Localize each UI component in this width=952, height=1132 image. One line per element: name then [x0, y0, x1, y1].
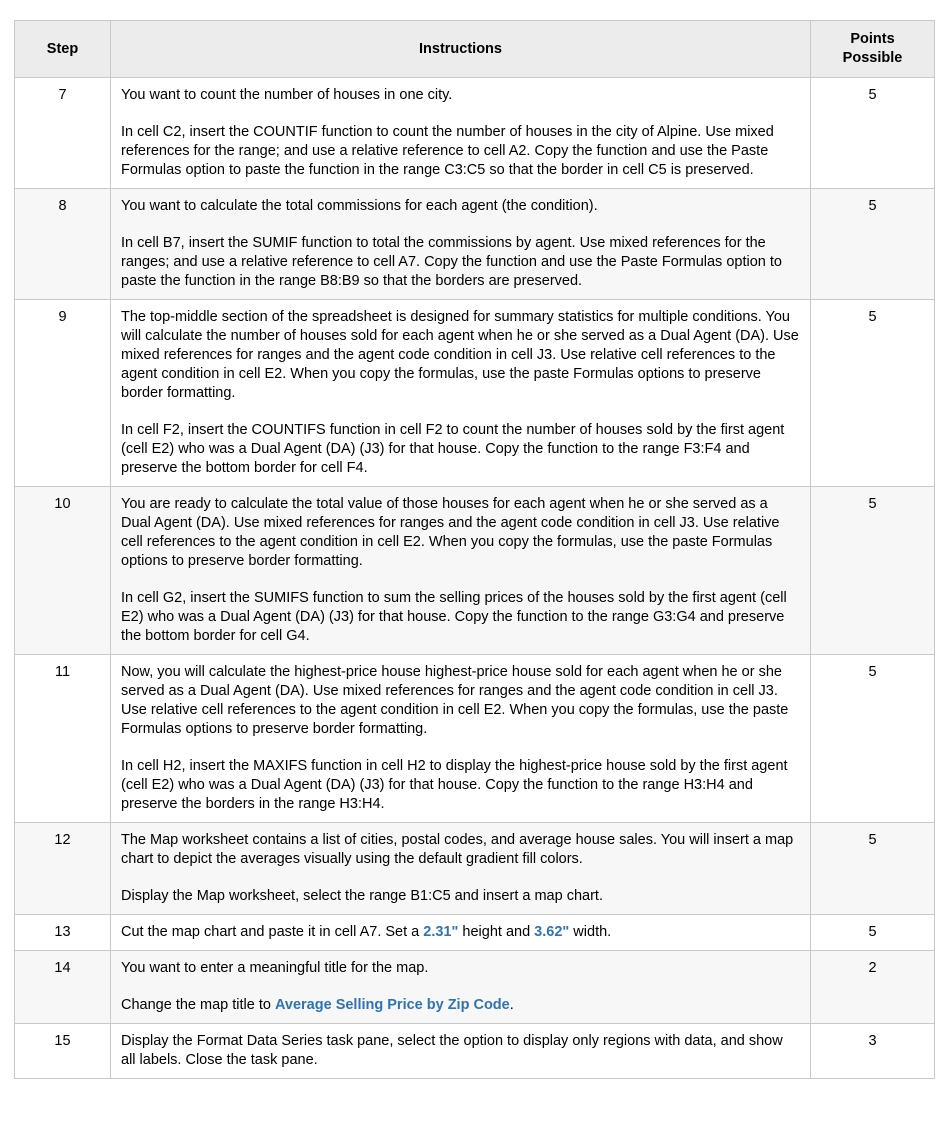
instruction-cell: [111, 915, 811, 951]
table-row: [15, 300, 935, 487]
instruction-text-part: Change the map title to: [121, 997, 275, 1013]
instruction-text: In cell H2, insert the MAXIFS function in cell H2 to display the highest-price house sold by the first agent (cell E2) who was a Dual Agent (DA) (J3) for that house. Copy the function to the range H3:H4 and preserve the borders in the range H3:H4.: [121, 758, 788, 812]
step-number: 14: [15, 951, 111, 1024]
points-header-line2: Possible: [842, 50, 903, 66]
instruction-text: [121, 996, 800, 1015]
instruction-cell: [111, 487, 811, 655]
instruction-text: The top-middle section of the spreadsheet is designed for summary statistics for multiple conditions. You will calculate the number of houses sold for each agent when he or she served as a Dual Agent (DA). Use mixed references for ranges and the agent code condition in cell J3. Use relative cell references to the agent condition in cell E2. When you copy the formulas, use the paste Formulas options to preserve border formatting.: [121, 309, 799, 401]
step-number: 11: [15, 655, 111, 823]
instruction-text-part: .: [509, 997, 514, 1013]
step-number: 10: [15, 487, 111, 655]
step-number: 9: [15, 300, 111, 487]
instruction-text: You want to enter a meaningful title for the map.: [121, 960, 429, 976]
points-value: 5: [811, 189, 935, 300]
points-value: 5: [811, 915, 935, 951]
instruction-text: The Map worksheet contains a list of cities, postal codes, and average house sales. You will insert a map chart to depict the averages visually using the default gradient fill colors.: [121, 832, 794, 867]
instruction-text-part: width.: [569, 924, 612, 940]
step-header: Step: [15, 21, 111, 78]
points-value: 5: [811, 487, 935, 655]
points-value: 3: [811, 1024, 935, 1079]
table-row: [15, 1024, 935, 1079]
instructions-table: [14, 20, 935, 1079]
instruction-text: In cell B7, insert the SUMIF function to total the commissions by agent. Use mixed references for the ranges; and use a relative reference to cell A7. Copy the function and use the Paste Formulas option to paste the function in the range B8:B9 so that the borders are preserved.: [121, 235, 782, 289]
points-value: 5: [811, 300, 935, 487]
instruction-cell: [111, 823, 811, 915]
table-row: [15, 915, 935, 951]
step-number: 13: [15, 915, 111, 951]
instruction-text: In cell C2, insert the COUNTIF function to count the number of houses in the city of Alpine. Use mixed references for the range; and use a relative reference to cell A2. Copy the function and use the Paste Formulas option to paste the function in the range C3:C5 so that the border in cell C5 is preserved.: [121, 124, 774, 178]
width-value: 3.62": [534, 924, 570, 940]
step-number: 15: [15, 1024, 111, 1079]
points-value: 5: [811, 823, 935, 915]
table-row: [15, 655, 935, 823]
points-value: 5: [811, 78, 935, 189]
points-header: [811, 21, 935, 78]
table-row: [15, 189, 935, 300]
instruction-cell: [111, 78, 811, 189]
instruction-text: In cell F2, insert the COUNTIFS function in cell F2 to count the number of houses sold by the first agent (cell E2) who was a Dual Agent (DA) (J3) for that house. Copy the function to the range F3:F4 and preserve the bottom border for cell F4.: [121, 422, 785, 476]
instruction-text-part: Cut the map chart and paste it in cell A7. Set a: [121, 924, 424, 940]
instruction-cell: [111, 951, 811, 1024]
instruction-cell: [111, 300, 811, 487]
instruction-text: [121, 923, 800, 942]
instruction-text: You want to calculate the total commissions for each agent (the condition).: [121, 198, 598, 214]
header-row: [15, 21, 935, 78]
instruction-text: Now, you will calculate the highest-price house highest-price house sold for each agent when he or she served as a Dual Agent (DA). Use mixed references for ranges and the agent code condition in cell J3. Use relative cell references to the agent condition in cell E2. When you copy the formulas, use the paste Formulas options to preserve border formatting.: [121, 664, 789, 737]
points-value: 2: [811, 951, 935, 1024]
instruction-cell: [111, 1024, 811, 1079]
table-row: [15, 823, 935, 915]
map-title-value: Average Selling Price by Zip Code: [274, 997, 510, 1013]
instruction-cell: [111, 189, 811, 300]
instruction-text-part: height and: [458, 924, 535, 940]
table-row: [15, 487, 935, 655]
step-number: 7: [15, 78, 111, 189]
step-number: 12: [15, 823, 111, 915]
table-row: [15, 78, 935, 189]
table-row: [15, 951, 935, 1024]
step-number: 8: [15, 189, 111, 300]
points-header-line1: Points: [850, 31, 895, 47]
instruction-text: In cell G2, insert the SUMIFS function to sum the selling prices of the houses sold by the first agent (cell E2) who was a Dual Agent (DA) (J3) for that house. Copy the function to the range G3:G4 and preserve the bottom border for cell G4.: [121, 590, 787, 644]
points-value: 5: [811, 655, 935, 823]
height-value: 2.31": [423, 924, 459, 940]
instruction-text: Display the Map worksheet, select the range B1:C5 and insert a map chart.: [121, 888, 603, 904]
instruction-text: You are ready to calculate the total value of those houses for each agent when he or she served as a Dual Agent (DA). Use mixed references for ranges and the agent code condition in cell J3. Use relative cell references to the agent condition in cell E2. When you copy the formulas, use the paste Formulas options to preserve border formatting.: [121, 496, 780, 569]
instructions-header: Instructions: [111, 21, 811, 78]
instruction-text: Display the Format Data Series task pane, select the option to display only regions with data, and show all labels. Close the task pane.: [121, 1033, 783, 1068]
instruction-cell: [111, 655, 811, 823]
instruction-text: You want to count the number of houses in one city.: [121, 87, 453, 103]
